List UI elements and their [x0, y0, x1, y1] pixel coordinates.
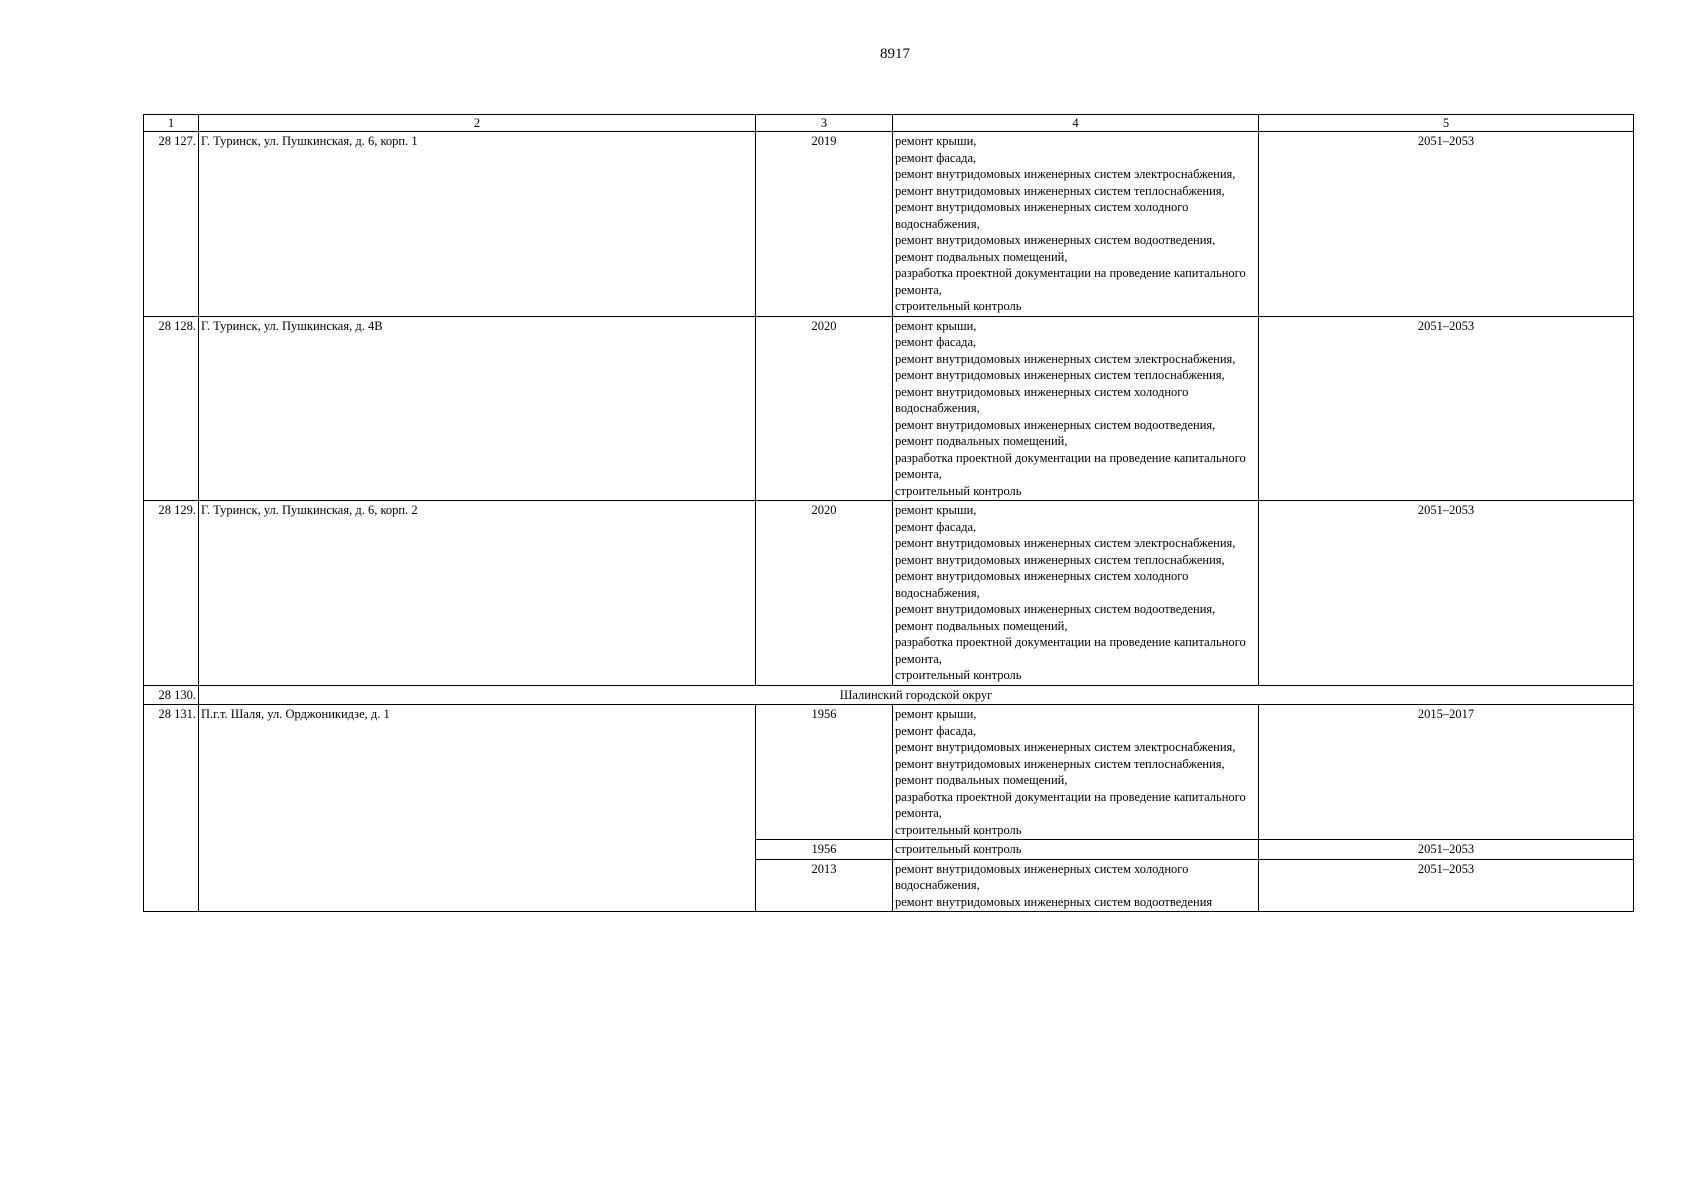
- period-cell: 2051–2053: [1259, 132, 1634, 317]
- period-cell: 2015–2017: [1259, 705, 1634, 840]
- works-cell: ремонт крыши, ремонт фасада, ремонт внутридомовых инженерных систем электроснабжения, ремонт внутридомовых инженерных систем теплоснабжения, ремонт внутридомовых инженерных систем холодного водоснабжения, ремонт внутридомовых инженерных систем водоотведения, ремонт подвальных помещений, разработка проектной документации на проведение капитального ремонта, строительный контроль: [893, 132, 1259, 317]
- period-cell: 2051–2053: [1259, 859, 1634, 912]
- address-cell: Г. Туринск, ул. Пушкинская, д. 6, корп. 2: [199, 501, 756, 686]
- table-row: [144, 705, 1634, 840]
- year-cell: 2020: [756, 501, 893, 686]
- address-cell: П.г.т. Шаля, ул. Орджоникидзе, д. 1: [199, 705, 756, 912]
- period-cell: 2051–2053: [1259, 501, 1634, 686]
- table-row: [144, 501, 1634, 686]
- header-col-2: 2: [199, 115, 756, 132]
- works-cell: ремонт внутридомовых инженерных систем холодного водоснабжения, ремонт внутридомовых инженерных систем водоотведения: [893, 859, 1259, 912]
- works-cell: строительный контроль: [893, 840, 1259, 860]
- address-cell: Г. Туринск, ул. Пушкинская, д. 4В: [199, 316, 756, 501]
- period-cell: 2051–2053: [1259, 316, 1634, 501]
- header-col-5: 5: [1259, 115, 1634, 132]
- page-number: 8917: [880, 46, 910, 62]
- row-number: 28 127.: [144, 132, 199, 317]
- year-cell: 2013: [756, 859, 893, 912]
- row-number: 28 129.: [144, 501, 199, 686]
- header-col-1: 1: [144, 115, 199, 132]
- table-row: [144, 132, 1634, 317]
- year-cell: 2020: [756, 316, 893, 501]
- row-number: 28 130.: [144, 685, 199, 705]
- table-header-row: [144, 115, 1634, 132]
- district-row: [144, 685, 1634, 705]
- header-col-3: 3: [756, 115, 893, 132]
- header-col-4: 4: [893, 115, 1259, 132]
- year-cell: 1956: [756, 705, 893, 840]
- row-number: 28 128.: [144, 316, 199, 501]
- year-cell: 2019: [756, 132, 893, 317]
- address-cell: Г. Туринск, ул. Пушкинская, д. 6, корп. 1: [199, 132, 756, 317]
- works-cell: ремонт крыши, ремонт фасада, ремонт внутридомовых инженерных систем электроснабжения, ремонт внутридомовых инженерных систем теплоснабжения, ремонт внутридомовых инженерных систем холодного водоснабжения, ремонт внутридомовых инженерных систем водоотведения, ремонт подвальных помещений, разработка проектной документации на проведение капитального ремонта, строительный контроль: [893, 316, 1259, 501]
- year-cell: 1956: [756, 840, 893, 860]
- works-cell: ремонт крыши, ремонт фасада, ремонт внутридомовых инженерных систем электроснабжения, ремонт внутридомовых инженерных систем теплоснабжения, ремонт внутридомовых инженерных систем холодного водоснабжения, ремонт внутридомовых инженерных систем водоотведения, ремонт подвальных помещений, разработка проектной документации на проведение капитального ремонта, строительный контроль: [893, 501, 1259, 686]
- period-cell: 2051–2053: [1259, 840, 1634, 860]
- works-cell: ремонт крыши, ремонт фасада, ремонт внутридомовых инженерных систем электроснабжения, ремонт внутридомовых инженерных систем теплоснабжения, ремонт подвальных помещений, разработка проектной документации на проведение капитального ремонта, строительный контроль: [893, 705, 1259, 840]
- repair-schedule-table: [143, 114, 1634, 912]
- table-row: [144, 316, 1634, 501]
- row-number: 28 131.: [144, 705, 199, 912]
- district-name: Шалинский городской округ: [199, 685, 1634, 705]
